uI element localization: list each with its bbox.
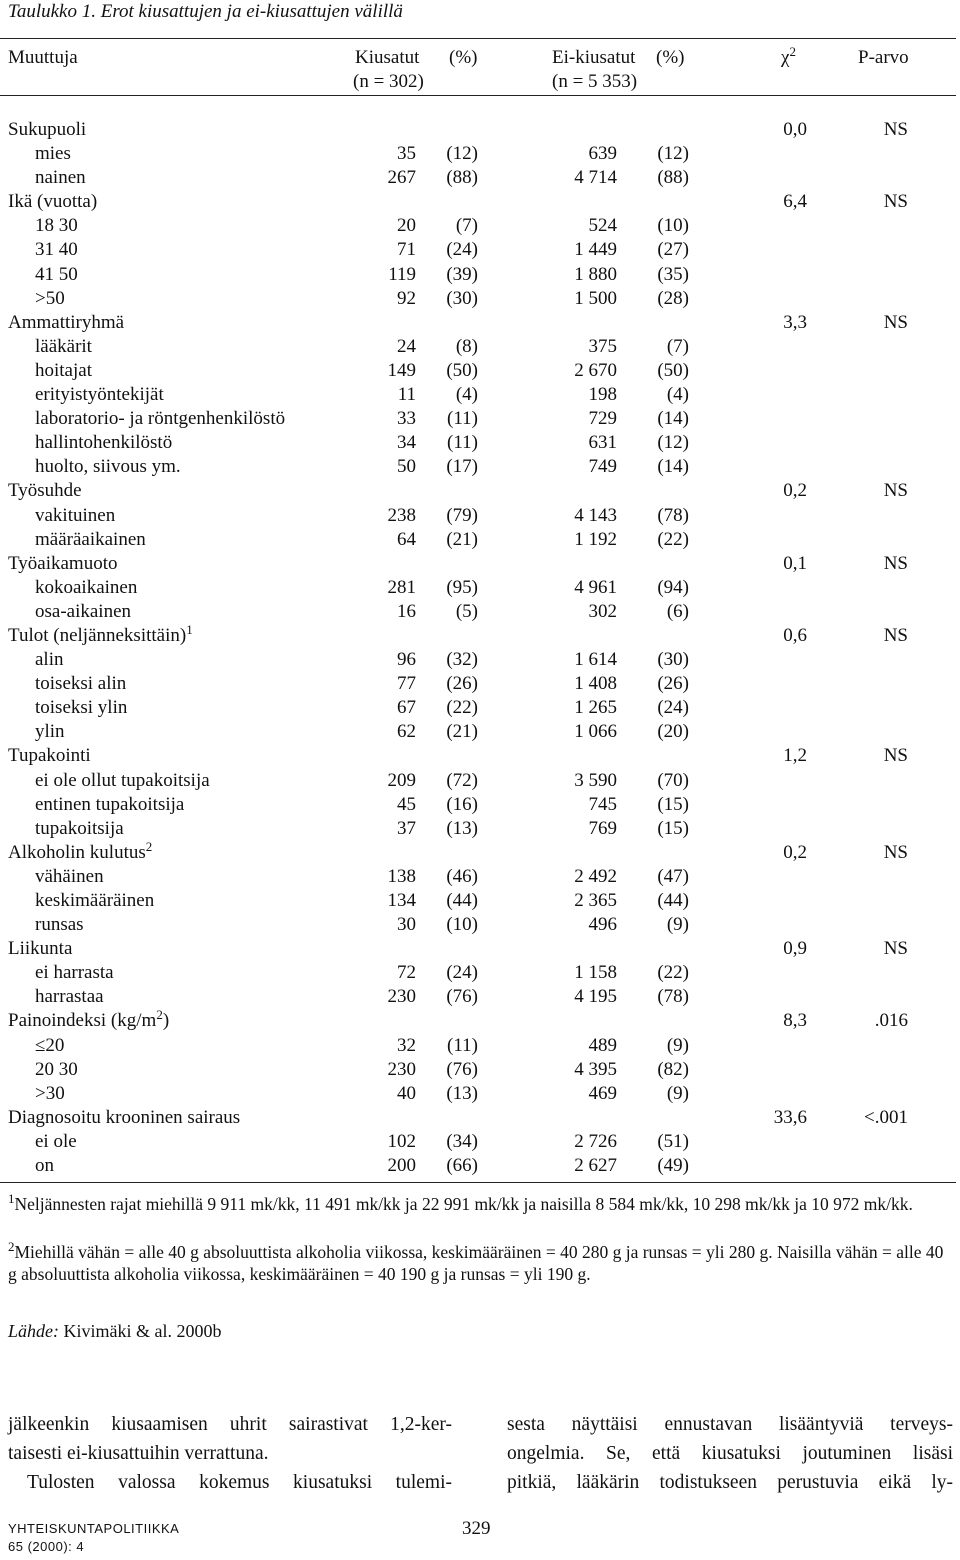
header-pct-2: (%) <box>656 47 685 68</box>
bullied-count: 67 <box>397 697 416 719</box>
non-bullied-percent: (24) <box>657 697 689 719</box>
bullied-percent: (8) <box>455 335 478 357</box>
bullied-count: 267 <box>387 167 416 189</box>
non-bullied-percent: (4) <box>666 384 689 406</box>
table-row <box>0 407 960 431</box>
non-bullied-percent: (50) <box>657 359 689 381</box>
header-chi-square: $\chi^2$ <box>781 44 796 68</box>
header-non-bullied: Ei-kiusatut <box>552 47 636 68</box>
non-bullied-percent: (27) <box>657 239 689 261</box>
non-bullied-percent: (9) <box>666 1082 689 1104</box>
bullied-percent: (21) <box>446 721 478 743</box>
table-row <box>0 214 960 238</box>
bullied-percent: (21) <box>446 528 478 550</box>
bullied-percent: (88) <box>446 167 478 189</box>
table-group-row <box>0 479 960 503</box>
non-bullied-percent: (35) <box>657 263 689 285</box>
row-label: keskimääräinen <box>35 890 155 911</box>
body-text-line: ongelmia. Se, että kiusatuksi joutuminen lisäsi <box>507 1443 953 1464</box>
table-row <box>0 263 960 287</box>
bullied-percent: (7) <box>455 215 478 237</box>
non-bullied-count: 1 265 <box>574 697 617 719</box>
non-bullied-count: 4 143 <box>574 504 617 526</box>
bullied-percent: (72) <box>446 769 478 791</box>
row-label: hoitajat <box>35 359 92 381</box>
p-value: .016 <box>874 1010 908 1032</box>
non-bullied-count: 496 <box>588 914 617 936</box>
table-row <box>0 431 960 455</box>
non-bullied-percent: (49) <box>657 1155 689 1177</box>
p-value: NS <box>883 119 908 140</box>
bullied-percent: (26) <box>446 673 478 695</box>
chi-square-value: 0,1 <box>783 552 807 574</box>
bullied-percent: (66) <box>446 1155 478 1177</box>
table-row <box>0 1082 960 1106</box>
table-header-rule <box>0 95 956 96</box>
header-p-value: P-arvo <box>858 47 909 68</box>
bullied-percent: (11) <box>447 1034 478 1056</box>
header-bullied-n: (n = 302) <box>353 71 424 92</box>
bullied-count: 40 <box>397 1082 416 1104</box>
non-bullied-count: 302 <box>588 600 617 622</box>
bullied-count: 200 <box>387 1155 416 1177</box>
non-bullied-count: 1 500 <box>574 287 617 309</box>
non-bullied-percent: (14) <box>657 456 689 478</box>
bullied-percent: (11) <box>447 408 478 430</box>
non-bullied-percent: (7) <box>666 335 689 357</box>
non-bullied-percent: (9) <box>666 1034 689 1056</box>
body-text-line: taisesti ei-kiusattuihin verrattuna. <box>8 1443 269 1464</box>
row-label: huolto, siivous ym. <box>35 456 181 478</box>
non-bullied-count: 1 192 <box>574 528 617 550</box>
non-bullied-percent: (22) <box>657 528 689 550</box>
body-text-line: sesta näyttäisi ennustavan lisääntyviä terveys- <box>507 1414 953 1435</box>
row-label: Ikä (vuotta) <box>8 191 98 213</box>
table-row <box>0 1154 960 1178</box>
chi-square-value: 33,6 <box>773 1106 807 1128</box>
non-bullied-count: 4 961 <box>574 576 617 598</box>
non-bullied-count: 4 714 <box>574 167 617 189</box>
non-bullied-percent: (20) <box>657 721 689 743</box>
bullied-count: 92 <box>397 287 416 309</box>
table-group-row <box>0 838 960 865</box>
table-row <box>0 1130 960 1154</box>
bullied-count: 230 <box>387 1058 416 1080</box>
table-body <box>0 118 960 1178</box>
row-label: Liikunta <box>8 938 73 960</box>
bullied-percent: (13) <box>446 817 478 839</box>
bullied-percent: (39) <box>446 263 478 285</box>
bullied-percent: (44) <box>446 890 478 911</box>
chi-square-value: 8,3 <box>783 1010 807 1032</box>
header-pct-1: (%) <box>449 47 478 68</box>
non-bullied-percent: (10) <box>657 215 689 237</box>
non-bullied-percent: (30) <box>657 649 689 671</box>
p-value: NS <box>883 480 908 502</box>
row-label: >50 <box>35 287 65 309</box>
source-line: Lähde: Kivimäki & al. 2000b <box>8 1321 222 1341</box>
non-bullied-percent: (78) <box>657 986 689 1008</box>
row-label: Diagnosoitu krooninen sairaus <box>8 1106 241 1128</box>
body-column-left <box>8 1410 452 1497</box>
table-group-row <box>0 1106 960 1130</box>
non-bullied-percent: (6) <box>666 600 689 622</box>
chi-square-value: 6,4 <box>783 191 807 213</box>
bullied-percent: (32) <box>446 649 478 671</box>
header-variable: Muuttuja <box>8 47 78 68</box>
bullied-count: 209 <box>387 769 416 791</box>
non-bullied-count: 2 492 <box>574 865 617 887</box>
row-label: Painoindeksi $(kg/m^2)$ <box>8 1007 170 1032</box>
p-value: NS <box>883 191 908 213</box>
non-bullied-count: 729 <box>588 408 617 430</box>
non-bullied-count: 524 <box>588 215 617 237</box>
row-label: nainen <box>35 167 86 189</box>
bullied-percent: (79) <box>446 504 478 526</box>
non-bullied-count: 2 627 <box>574 1155 617 1177</box>
row-label: entinen tupakoitsija <box>35 793 185 815</box>
bullied-percent: (5) <box>455 600 478 622</box>
bullied-percent: (22) <box>446 697 478 719</box>
body-text-line: pitkiä, lääkärin todistukseen perustuvia eikä ly- <box>507 1472 953 1493</box>
row-label: kokoaikainen <box>35 576 138 598</box>
non-bullied-percent: (22) <box>657 962 689 984</box>
chi-square-value: 0,6 <box>783 624 807 646</box>
table-row <box>0 961 960 985</box>
non-bullied-count: 2 365 <box>574 890 617 911</box>
table-row <box>0 576 960 600</box>
chi-square-value: 0,9 <box>783 938 807 960</box>
table-row <box>0 287 960 311</box>
table-row <box>0 455 960 479</box>
p-value: NS <box>883 841 908 863</box>
non-bullied-count: 4 195 <box>574 986 617 1008</box>
table-group-row <box>0 190 960 214</box>
bullied-percent: (16) <box>446 793 478 815</box>
table-row <box>0 985 960 1009</box>
bullied-count: 72 <box>397 962 416 984</box>
row-label: ≤20 <box>35 1034 65 1056</box>
row-label: 18 30 <box>35 215 78 237</box>
non-bullied-count: 639 <box>588 143 617 165</box>
bullied-count: 45 <box>397 793 416 815</box>
row-label: mies <box>35 143 71 165</box>
non-bullied-count: 489 <box>588 1034 617 1056</box>
non-bullied-count: 631 <box>588 432 617 454</box>
bullied-count: 119 <box>388 263 416 285</box>
bullied-percent: (50) <box>446 359 478 381</box>
non-bullied-percent: (47) <box>657 865 689 887</box>
non-bullied-percent: (26) <box>657 673 689 695</box>
table-row <box>0 865 960 889</box>
non-bullied-percent: (28) <box>657 287 689 309</box>
table-group-row <box>0 937 960 961</box>
bullied-count: 281 <box>387 576 416 598</box>
table-caption: Taulukko 1. Erot kiusattujen ja ei-kiusattujen välillä <box>8 1 403 22</box>
row-label: lääkärit <box>35 335 92 357</box>
table-group-row <box>0 1009 960 1033</box>
row-label: 20 30 <box>35 1058 78 1080</box>
table-row <box>0 793 960 817</box>
bullied-percent: (46) <box>446 865 478 887</box>
row-label: alin <box>35 649 64 671</box>
non-bullied-count: 1 449 <box>574 239 617 261</box>
bullied-count: 77 <box>397 673 416 695</box>
non-bullied-count: 1 158 <box>574 962 617 984</box>
row-label: Työsuhde <box>8 480 82 502</box>
bullied-percent: (34) <box>446 1130 478 1152</box>
bullied-percent: (11) <box>447 432 478 454</box>
row-label: harrastaa <box>35 986 104 1008</box>
bullied-count: 32 <box>397 1034 416 1056</box>
bullied-count: 149 <box>387 359 416 381</box>
chi-square-value: 3,3 <box>783 311 807 333</box>
bullied-count: 24 <box>397 335 416 357</box>
table-row <box>0 238 960 262</box>
row-label: ei ole ollut tupakoitsija <box>35 769 210 791</box>
row-label: vähäinen <box>35 865 104 887</box>
row-label: toiseksi alin <box>35 673 127 695</box>
row-label: 41 50 <box>35 263 78 285</box>
bullied-count: 37 <box>397 817 416 839</box>
chi-square-value: 1,2 <box>783 745 807 767</box>
chi-square-value: 0,0 <box>783 119 807 140</box>
bullied-count: 238 <box>387 504 416 526</box>
bullied-percent: (13) <box>446 1082 478 1104</box>
table-row <box>0 720 960 744</box>
bullied-count: 11 <box>397 384 416 406</box>
header-non-bullied-n: (n = 5 353) <box>552 71 638 92</box>
row-label: erityistyöntekijät <box>35 384 164 406</box>
table-row <box>0 166 960 190</box>
row-label: Tupakointi <box>8 745 91 767</box>
p-value: <.001 <box>864 1106 908 1128</box>
p-value: NS <box>883 938 908 960</box>
non-bullied-count: 3 590 <box>574 769 617 791</box>
bullied-count: 102 <box>387 1130 416 1152</box>
non-bullied-count: 769 <box>588 817 617 839</box>
p-value: NS <box>883 624 908 646</box>
bullied-percent: (30) <box>446 287 478 309</box>
table-row <box>0 769 960 793</box>
bullied-count: 71 <box>397 239 416 261</box>
bullied-count: 64 <box>397 528 416 550</box>
non-bullied-percent: (12) <box>657 432 689 454</box>
body-column-right <box>507 1410 953 1497</box>
row-label: >30 <box>35 1082 65 1104</box>
non-bullied-percent: (15) <box>657 793 689 815</box>
bullied-count: 230 <box>387 986 416 1008</box>
journal-issue: 65 (2000): 4 <box>8 1539 85 1554</box>
row-label: on <box>35 1155 54 1177</box>
non-bullied-count: 2 670 <box>574 359 617 381</box>
row-label: Tulot (neljänneksittäin)$^1$ <box>8 621 193 646</box>
bullied-percent: (76) <box>446 986 478 1008</box>
row-label: runsas <box>35 914 84 936</box>
table-group-row <box>0 621 960 648</box>
table-row <box>0 1058 960 1082</box>
table-row <box>0 142 960 166</box>
non-bullied-count: 1 066 <box>574 721 617 743</box>
row-label: Työaikamuoto <box>8 552 118 574</box>
table-row <box>0 528 960 552</box>
chi-square-value: 0,2 <box>783 480 807 502</box>
row-label: Sukupuoli <box>8 119 87 140</box>
table-group-row <box>0 744 960 768</box>
non-bullied-percent: (12) <box>657 143 689 165</box>
row-label: määräaikainen <box>35 528 146 550</box>
p-value: NS <box>883 552 908 574</box>
table-group-row <box>0 118 960 142</box>
bullied-count: 16 <box>397 600 416 622</box>
non-bullied-count: 375 <box>588 335 617 357</box>
bullied-percent: (4) <box>455 384 478 406</box>
table-row <box>0 600 960 624</box>
bullied-percent: (95) <box>446 576 478 598</box>
row-label: vakituinen <box>35 504 116 526</box>
table-row <box>0 889 960 913</box>
row-label: hallintohenkilöstö <box>35 432 173 454</box>
bullied-percent: (76) <box>446 1058 478 1080</box>
page-number: 329 <box>462 1518 491 1539</box>
journal-info <box>8 1520 179 1556</box>
non-bullied-count: 749 <box>588 456 617 478</box>
bullied-percent: (10) <box>446 914 478 936</box>
non-bullied-count: 1 614 <box>574 649 617 671</box>
p-value: NS <box>883 311 908 333</box>
non-bullied-percent: (44) <box>657 890 689 911</box>
table-row <box>0 383 960 407</box>
table-row <box>0 359 960 383</box>
table-row <box>0 672 960 696</box>
non-bullied-count: 1 408 <box>574 673 617 695</box>
bullied-count: 30 <box>397 914 416 936</box>
non-bullied-percent: (14) <box>657 408 689 430</box>
footnote-1: $^1$Neljännesten rajat miehillä 9 911 mk/kk, 11 491 mk/kk ja 22 991 mk/kk ja naisilla 8 584 mk/kk, 10 298 mk/kk ja 10 972 mk/kk. <box>8 1191 913 1214</box>
non-bullied-count: 745 <box>588 793 617 815</box>
row-label: tupakoitsija <box>35 817 124 839</box>
chi-square-value: 0,2 <box>783 841 807 863</box>
row-label: Alkoholin kulutus$^2$ <box>8 838 153 863</box>
bullied-percent: (24) <box>446 962 478 984</box>
non-bullied-percent: (15) <box>657 817 689 839</box>
table-row <box>0 504 960 528</box>
bullied-count: 34 <box>397 432 416 454</box>
row-label: osa-aikainen <box>35 600 132 622</box>
row-label: 31 40 <box>35 239 78 261</box>
row-label: laboratorio- ja röntgenhenkilöstö <box>35 408 286 430</box>
table-row <box>0 335 960 359</box>
table-group-row <box>0 552 960 576</box>
non-bullied-count: 1 880 <box>574 263 617 285</box>
table-row <box>0 913 960 937</box>
table-row <box>0 696 960 720</box>
non-bullied-count: 198 <box>588 384 617 406</box>
bullied-percent: (17) <box>446 456 478 478</box>
bullied-count: 33 <box>397 408 416 430</box>
header-bullied: Kiusatut <box>355 47 420 68</box>
row-label: toiseksi ylin <box>35 697 128 719</box>
table-row <box>0 1034 960 1058</box>
non-bullied-percent: (88) <box>657 167 689 189</box>
bullied-count: 134 <box>387 890 416 911</box>
row-label: ylin <box>35 721 65 743</box>
non-bullied-count: 2 726 <box>574 1130 617 1152</box>
bullied-count: 35 <box>397 143 416 165</box>
row-label: ei harrasta <box>35 962 114 984</box>
row-label: ei ole <box>35 1130 77 1152</box>
table-group-row <box>0 311 960 335</box>
bullied-count: 62 <box>397 721 416 743</box>
non-bullied-percent: (78) <box>657 504 689 526</box>
non-bullied-count: 469 <box>588 1082 617 1104</box>
bullied-percent: (12) <box>446 143 478 165</box>
non-bullied-percent: (9) <box>666 914 689 936</box>
non-bullied-percent: (82) <box>657 1058 689 1080</box>
non-bullied-percent: (94) <box>657 576 689 598</box>
body-text-line: Tulosten valossa kokemus kiusatuksi tulemi- <box>27 1472 452 1493</box>
bullied-count: 20 <box>397 215 416 237</box>
row-label: Ammattiryhmä <box>8 311 125 333</box>
non-bullied-percent: (51) <box>657 1130 689 1152</box>
table-top-rule <box>0 38 956 39</box>
non-bullied-count: 4 395 <box>574 1058 617 1080</box>
table-row <box>0 817 960 841</box>
table-bottom-rule <box>0 1182 956 1183</box>
body-text-line: jälkeenkin kiusaamisen uhrit sairastivat 1,2-ker- <box>8 1414 452 1435</box>
non-bullied-percent: (70) <box>657 769 689 791</box>
bullied-count: 50 <box>397 456 416 478</box>
footnote-2: $^2$Miehillä vähän = alle 40 g absoluuttista alkoholia viikossa, keskimääräinen = 40 280 g ja runsas = yli 280 g. Naisilla vähän = alle 40 g absoluuttista alkoholia viikossa, keskimääräinen = 40 190 g ja runsas = yli 190 g. <box>8 1239 944 1284</box>
journal-name: YHTEISKUNTAPOLITIIKKA <box>8 1521 180 1536</box>
bullied-percent: (24) <box>446 239 478 261</box>
table-row <box>0 648 960 672</box>
bullied-count: 138 <box>387 865 416 887</box>
p-value: NS <box>883 745 908 767</box>
bullied-count: 96 <box>397 649 416 671</box>
